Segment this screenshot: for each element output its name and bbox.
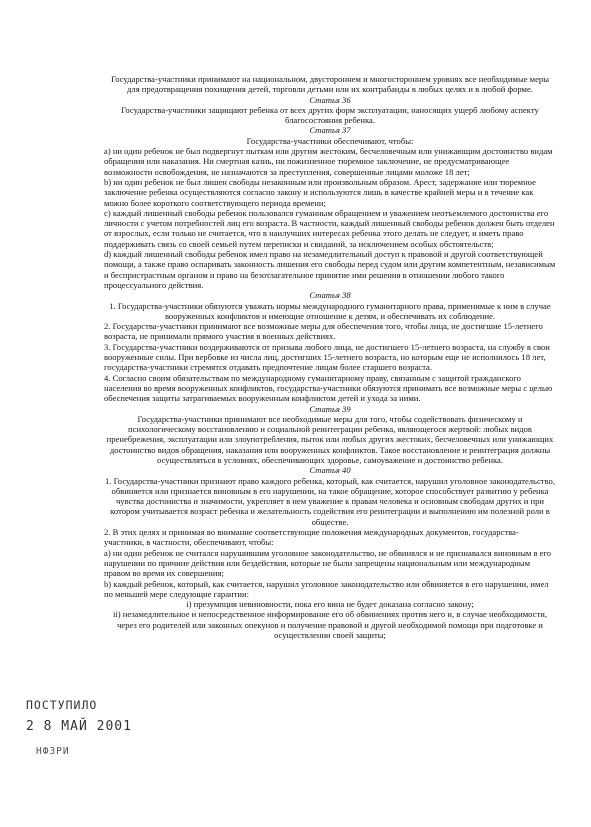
article-heading: Статья 38	[309, 290, 351, 301]
paragraph: b) ни один ребенок не был лишен свободы незаконным или произвольным образом. Арест, задержание или тюремное заключение ребенка осуществляются согласно закону и используются лишь в качестве крайней меры и в течение как можно более короткого соответствующего периода времени;	[104, 176, 536, 208]
paragraph: ii) незамедлительное и непосредственное информирование его об обвинениях против него и, в случае необходимости, через его родителей или законных опекунов и получение правовой и другой необходимой помощи при подготовке и осуществлении своей защиты;	[113, 609, 547, 641]
paragraph: a) ни один ребенок не считался нарушившим уголовное законодательство, не обвинялся и не признавался виновным в его нарушении по причине действия или бездействия, которые не были запрещены национальным или международным правом во время их совершения;	[104, 547, 552, 579]
paragraph: Государства-участники защищают ребенка от всех других форм эксплуатации, наносящих ущерб любому аспекту благосостояния ребенка.	[121, 104, 539, 126]
article-heading: Статья 39	[309, 403, 351, 414]
paragraph: 2. Государства-участники принимают все возможные меры для обеспечения того, чтобы лица, не достигшие 15-летнего возраста, не принимали прямого участия в военных действиях.	[104, 321, 543, 342]
paragraph: Государства-участники принимают все необходимые меры для того, чтобы содействовать физическому и психологическому восстановлению и социальной реинтеграции ребенка, являющегося жертвой: любых видов пренебрежения, эксплуатации или злоупотребления, пыток или любых других жестоких, бесчеловечных или унижающих достоинство видов обращения, наказания или вооруженных конфликтов. Такое восстановление и реинтеграция должны осуществляться в условиях, обеспечивающих здоровье, самоуважение и достоинство ребенка.	[106, 413, 554, 465]
received-stamp-org: НФЗРИ	[36, 746, 70, 757]
article-heading: Статья 37	[309, 125, 351, 136]
paragraph: 1. Государства-участники признают право каждого ребенка, который, как считается, нарушил уголовное законодательство, обвиняется или признается виновным в его нарушении, на такое обращение, которое способствует развитию у ребенка чувства достоинства и значимости, укрепляет в нем уважение к правам человека и основным свободам других и при котором учитывается возраст ребенка и желательность содействия его реинтеграции и выполнению им полезной роли в обществе.	[105, 475, 555, 527]
paragraph: 1. Государства-участники обязуются уважать нормы международного гуманитарного права, применимые к ним в случае вооруженных конфликтов и имеющие отношение к детям, и обеспечивать их соблюдение.	[109, 300, 551, 321]
received-stamp-label: ПОСТУПИЛО	[26, 698, 98, 712]
paragraph: 3. Государства-участники воздерживаются от призыва любого лица, не достигшего 15-летнего возраста, на службу в свои вооруженные силы. При вербовке из числа лиц, достигших 15-летнего возраста, но которым еще не исполнилось 18 лет, государства-участники стремятся отдавать предпочтение лицам более старшего возраста.	[104, 341, 550, 373]
paragraph: 4. Согласно своим обязательствам по международному гуманитарному праву, связанным с защитой гражданского населения во время вооруженных конфликтов, государства-участники обязуются принимать все возможные меры с целью обеспечения защиты затрагиваемых вооруженным конфликтом детей и ухода за ними.	[104, 372, 553, 404]
paragraph: Государства-участники обеспечивают, чтобы:	[246, 135, 414, 146]
paragraph: i) презумпция невиновности, пока его вина не будет доказана согласно закону;	[186, 599, 474, 610]
received-stamp-date: 2 8 МАЙ 2001	[26, 719, 132, 734]
paragraph: b) каждый ребенок, который, как считается, нарушил уголовное законодательство или обвиняется в его нарушении, имел по меньшей мере следующие гарантии:	[104, 578, 549, 599]
paragraph: d) каждый лишенный свободы ребенок имел право на незамедлительный доступ к правовой и другой соответствующей помощи, а также право оспаривать законность лишения его свободы перед судом или другим компетентным, независимым и беспристрастным органом и право на безотлагательное принятие ими решения в отношении любого такого процессуального действия.	[104, 249, 556, 290]
paragraph: 2. В этих целях и принимая во внимание соответствующие положения международных документов, государства-участники, в частности, обеспечивают, чтобы:	[104, 527, 519, 548]
paragraph: Государства-участники принимают на национальном, двустороннем и многостороннем уровнях все необходимые меры для предотвращения похищения детей, торговли детьми или их контрабанды в любых целях и в любой форме.	[110, 74, 549, 95]
paragraph: c) каждый лишенный свободы ребенок пользовался гуманным обращением и уважением неотъемлемого достоинства его личности с учетом потребностей лиц его возраста. В частности, каждый лишенный свободы ребенок должен быть отделен от взрослых, если только не считается, что в наилучших интересах ребенка этого делать не следует, и иметь право поддерживать связь со своей семьей путем переписки и свиданий, за исключением особых обстоятельств;	[104, 207, 555, 249]
paragraph: a) ни один ребенок не был подвергнут пыткам или другим жестоким, бесчеловечным или унижающим достоинство видам обращения или наказания. Ни смертная казнь, ни пожизненное тюремное заключение, не предусматривающее возможности освобождения, не назначаются за преступления, совершенные лицами моложе 18 лет;	[104, 146, 553, 177]
article-heading: Статья 36	[309, 94, 351, 105]
article-heading: Статья 40	[309, 465, 351, 476]
document-page	[104, 74, 556, 640]
